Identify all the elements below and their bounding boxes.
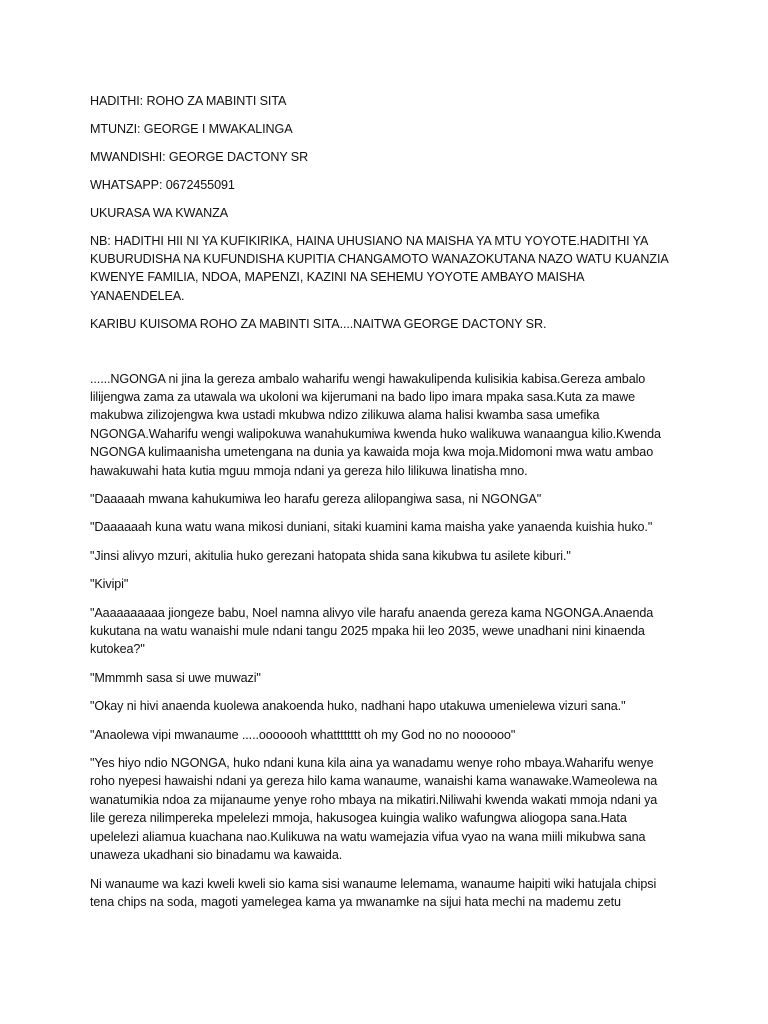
story-title: HADITHI: ROHO ZA MABINTI SITA: [90, 94, 287, 108]
body-paragraph: "Yes hiyo ndio NGONGA, huko ndani kuna kila aina ya wanadamu wenye roho mbaya.Waharifu wenye roho nyepesi hawaishi ndani ya gereza hilo kama wanaume, wanaishi kama wanawake.Wameolewa na wanatumikia ndoa za mijanaume yenye roho mbaya na mikatiri.Niliwahi kwenda wakati mmoja ndani ya lile gereza nilimpereka mpelelezi mmoja, hakusogea kuingia waliko wafungwa aliogopa sana.Hata upelelezi aliamua kuachana nao.Kulikuwa na watu wamejazia vifua vyao na wana miili mikubwa sana unaweza ukadhani sio binadamu wa kawaida.: [90, 756, 658, 863]
body-paragraph: "Mmmmh sasa si uwe muwazi": [90, 670, 261, 685]
editor-line: MTUNZI: GEORGE I MWAKALINGA: [90, 121, 293, 136]
welcome-line: KARIBU KUISOMA ROHO ZA MABINTI SITA....NAITWA GEORGE DACTONY SR.: [90, 317, 547, 332]
author-line: MWANDISHI: GEORGE DACTONY SR: [90, 149, 309, 164]
body-paragraph: "Daaaaaah kuna watu wana mikosi duniani, sitaki kuamini kama maisha yake yanaenda kuishia huko.": [90, 520, 653, 535]
body-paragraph: "Kivipi": [90, 577, 129, 592]
body-paragraph: ......NGONGA ni jina la gereza ambalo waharifu wengi hawakulipenda kulisikia kabisa.Gereza ambalo lilijengwa zama za utawala wa ukoloni wa kijerumani na bado lipo imara mpaka sasa.Kuta za mawe makubwa zilizojengwa kwa ustadi mkubwa ndizo zilikuwa alama halisi kwamba sasa umefika NGONGA.Waharifu wengi walipokuwa wanahukumiwa kwenda huko walikuwa wanaangua kilio.Kwenda NGONGA kulimaanisha umetengana na dunia ya kawaida moja kwa moja.Midomoni mwa watu ambao hawakuwahi hata kutia mguu mmoja ndani ya gereza hilo lilikuwa linatisha mno.: [90, 371, 661, 478]
whatsapp-line: WHATSAPP: 0672455091: [90, 177, 235, 192]
body-paragraph: "Daaaaah mwana kahukumiwa leo harafu gereza alilopangiwa sasa, ni NGONGA": [90, 492, 542, 506]
page-label: UKURASA WA KWANZA: [90, 205, 229, 220]
body-paragraph: "Jinsi alivyo mzuri, akitulia huko gerezani hatopata shida sana kikubwa tu asilete kiburi.": [90, 548, 571, 563]
body-paragraph: "Aaaaaaaaaa jiongeze babu, Noel namna alivyo vile harafu anaenda gereza kama NGONGA.Anaenda kukutana na watu wanaishi mule ndani tangu 2025 mpaka hii leo 2035, wewe unadhani nini kinaenda kutokea?": [90, 605, 654, 657]
body-paragraph: "Anaolewa vipi mwanaume .....ooooooh whatttttttt oh my God no no noooooo": [90, 727, 516, 742]
body-paragraph: "Okay ni hivi anaenda kuolewa anakoenda huko, nadhani hapo utakuwa umenielewa vizuri sana.": [90, 699, 626, 714]
section-gap: [90, 344, 668, 370]
notice-paragraph: NB: HADITHI HII NI YA KUFIKIRIKA, HAINA UHUSIANO NA MAISHA YA MTU YOYOTE.HADITHI YA KUBURUDISHA NA KUFUNDISHA KUPITIA CHANGAMOTO WANAZOKUTANA NAZO WATU KUANZIA KWENYE FAMILIA, NDOA, MAPENZI, KAZINI NA SEHEMU YOYOTE AMBAYO MAISHA YANAENDELEA.: [90, 233, 668, 303]
body-paragraph: Ni wanaume wa kazi kweli kweli sio kama sisi wanaume lelemama, wanaume haipiti wiki hatujala chipsi tena chips na soda, magoti yamelegea kama ya mwanamke na sijui hata mechi na mademu zetu: [90, 876, 657, 909]
